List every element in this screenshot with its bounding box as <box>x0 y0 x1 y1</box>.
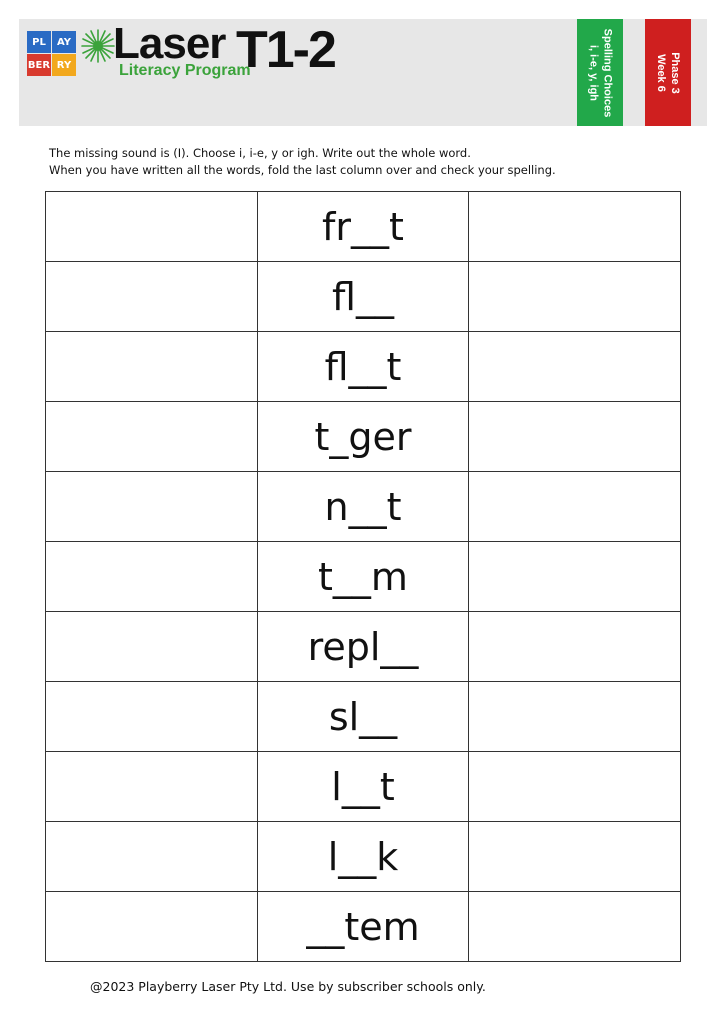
check-spelling-cell[interactable] <box>469 542 681 612</box>
instruction-line-2: When you have written all the words, fold the last column over and check your spelling. <box>49 163 556 177</box>
write-word-cell[interactable] <box>46 542 258 612</box>
check-spelling-cell[interactable] <box>469 332 681 402</box>
week-label: Week 6 <box>655 53 667 92</box>
check-spelling-cell[interactable] <box>469 682 681 752</box>
logo-tile-ber: BER <box>27 54 51 76</box>
laser-burst-icon <box>80 28 116 64</box>
table-row <box>46 402 681 472</box>
brand-level: T1-2 <box>236 21 335 79</box>
check-spelling-cell[interactable] <box>469 262 681 332</box>
table-row <box>46 262 681 332</box>
check-spelling-cell[interactable] <box>469 612 681 682</box>
table-row <box>46 192 681 262</box>
write-word-cell[interactable] <box>46 682 258 752</box>
spelling-choices-list: i, i-e, y, igh <box>587 44 600 101</box>
write-word-cell[interactable] <box>46 892 258 962</box>
missing-sound-word: n__t <box>258 472 469 542</box>
check-spelling-cell[interactable] <box>469 892 681 962</box>
write-word-cell[interactable] <box>46 332 258 402</box>
instruction-line-1: The missing sound is (I). Choose i, i-e, y or igh. Write out the whole word. <box>49 146 471 160</box>
table-row <box>46 752 681 822</box>
missing-sound-word: t__m <box>258 542 469 612</box>
check-spelling-cell[interactable] <box>469 472 681 542</box>
instructions <box>49 145 556 179</box>
logo-tile-pl: PL <box>27 31 51 53</box>
table-row <box>46 892 681 962</box>
table-row <box>46 542 681 612</box>
missing-sound-word: sl__ <box>258 682 469 752</box>
missing-sound-word: l__k <box>258 822 469 892</box>
write-word-cell[interactable] <box>46 192 258 262</box>
check-spelling-cell[interactable] <box>469 192 681 262</box>
table-row <box>46 612 681 682</box>
write-word-cell[interactable] <box>46 612 258 682</box>
write-word-cell[interactable] <box>46 262 258 332</box>
write-word-cell[interactable] <box>46 822 258 892</box>
write-word-cell[interactable] <box>46 472 258 542</box>
logo-tile-ay: AY <box>52 31 76 53</box>
missing-sound-word: repl__ <box>258 612 469 682</box>
write-word-cell[interactable] <box>46 402 258 472</box>
missing-sound-word: l__t <box>258 752 469 822</box>
playberry-logo <box>27 31 77 77</box>
table-row <box>46 682 681 752</box>
spelling-choices-title: Spelling Choices <box>601 28 614 117</box>
brand-name: Laser <box>113 19 226 68</box>
missing-sound-word: __tem <box>258 892 469 962</box>
missing-sound-word: fr__t <box>258 192 469 262</box>
table-row <box>46 332 681 402</box>
phase-label: Phase 3 <box>669 51 681 94</box>
missing-sound-word: fl__t <box>258 332 469 402</box>
missing-sound-word: t_ger <box>258 402 469 472</box>
table-row <box>46 822 681 892</box>
check-spelling-cell[interactable] <box>469 752 681 822</box>
logo-tile-ry: RY <box>52 54 76 76</box>
check-spelling-cell[interactable] <box>469 402 681 472</box>
table-row <box>46 472 681 542</box>
copyright-footer: @2023 Playberry Laser Pty Ltd. Use by subscriber schools only. <box>90 979 486 994</box>
check-spelling-cell[interactable] <box>469 822 681 892</box>
write-word-cell[interactable] <box>46 752 258 822</box>
spelling-table <box>45 191 681 962</box>
brand-subtitle: Literacy Program <box>119 62 251 79</box>
missing-sound-word: fl__ <box>258 262 469 332</box>
spelling-choices-tag <box>577 19 623 126</box>
phase-week-tag <box>645 19 691 126</box>
